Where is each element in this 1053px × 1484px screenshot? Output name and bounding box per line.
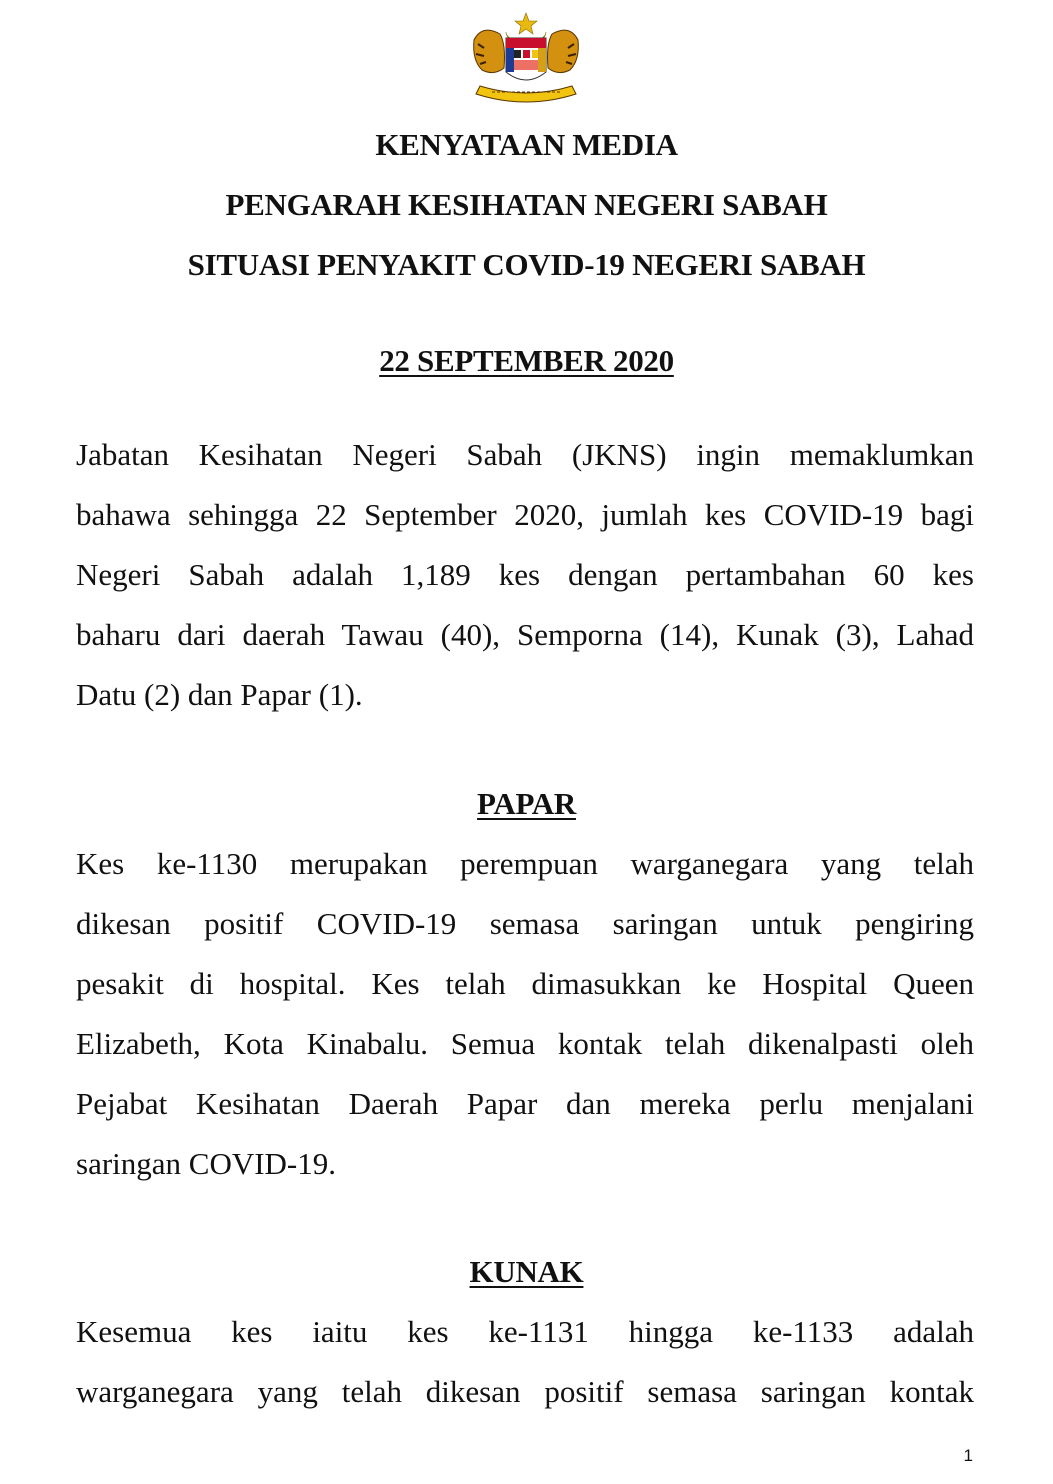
paragraph-line: Negeri Sabah adalah 1,189 kes dengan pertambahan 60 kes xyxy=(76,557,974,592)
document-date xyxy=(0,341,1053,381)
section-heading-kunak xyxy=(0,1252,1053,1292)
document-subtitle-1: PENGARAH KESIHATAN NEGERI SABAH xyxy=(225,187,828,222)
paragraph-line: Kesemua kes iaitu kes ke-1131 hingga ke-1133 adalah xyxy=(76,1314,974,1349)
paragraph-line: pesakit di hospital. Kes telah dimasukkan ke Hospital Queen xyxy=(76,966,974,1001)
section-papar-paragraph xyxy=(76,834,974,1194)
page-number: 1 xyxy=(963,1446,973,1465)
paragraph-line: baharu dari daerah Tawau (40), Semporna (14), Kunak (3), Lahad xyxy=(76,617,974,652)
paragraph-line: Jabatan Kesihatan Negeri Sabah (JKNS) ingin memaklumkan xyxy=(76,437,974,472)
section-kunak-paragraph xyxy=(76,1302,974,1422)
paragraph-line: Kes ke-1130 merupakan perempuan warganegara yang telah xyxy=(76,846,974,881)
section-heading-text: KUNAK xyxy=(469,1254,584,1289)
document-date-text: 22 SEPTEMBER 2020 xyxy=(379,343,674,378)
document-subtitle-2: SITUASI PENYAKIT COVID-19 NEGERI SABAH xyxy=(187,247,866,282)
paragraph-line: dikesan positif COVID-19 semasa saringan untuk pengiring xyxy=(76,906,974,941)
document-title: KENYATAAN MEDIA xyxy=(375,127,678,162)
intro-paragraph xyxy=(76,425,974,725)
section-heading-text: PAPAR xyxy=(477,786,576,821)
paragraph-line: Datu (2) dan Papar (1). xyxy=(76,677,363,712)
paragraph-line: Elizabeth, Kota Kinabalu. Semua kontak telah dikenalpasti oleh xyxy=(76,1026,974,1061)
section-heading-papar xyxy=(0,784,1053,824)
paragraph-line: Pejabat Kesihatan Daerah Papar dan mereka perlu menjalani xyxy=(76,1086,974,1121)
paragraph-line: bahawa sehingga 22 September 2020, jumlah kes COVID-19 bagi xyxy=(76,497,974,532)
paragraph-line: warganegara yang telah dikesan positif semasa saringan kontak xyxy=(76,1374,974,1409)
malaysia-coat-of-arms-icon xyxy=(462,10,590,106)
paragraph-line: saringan COVID-19. xyxy=(76,1146,337,1181)
